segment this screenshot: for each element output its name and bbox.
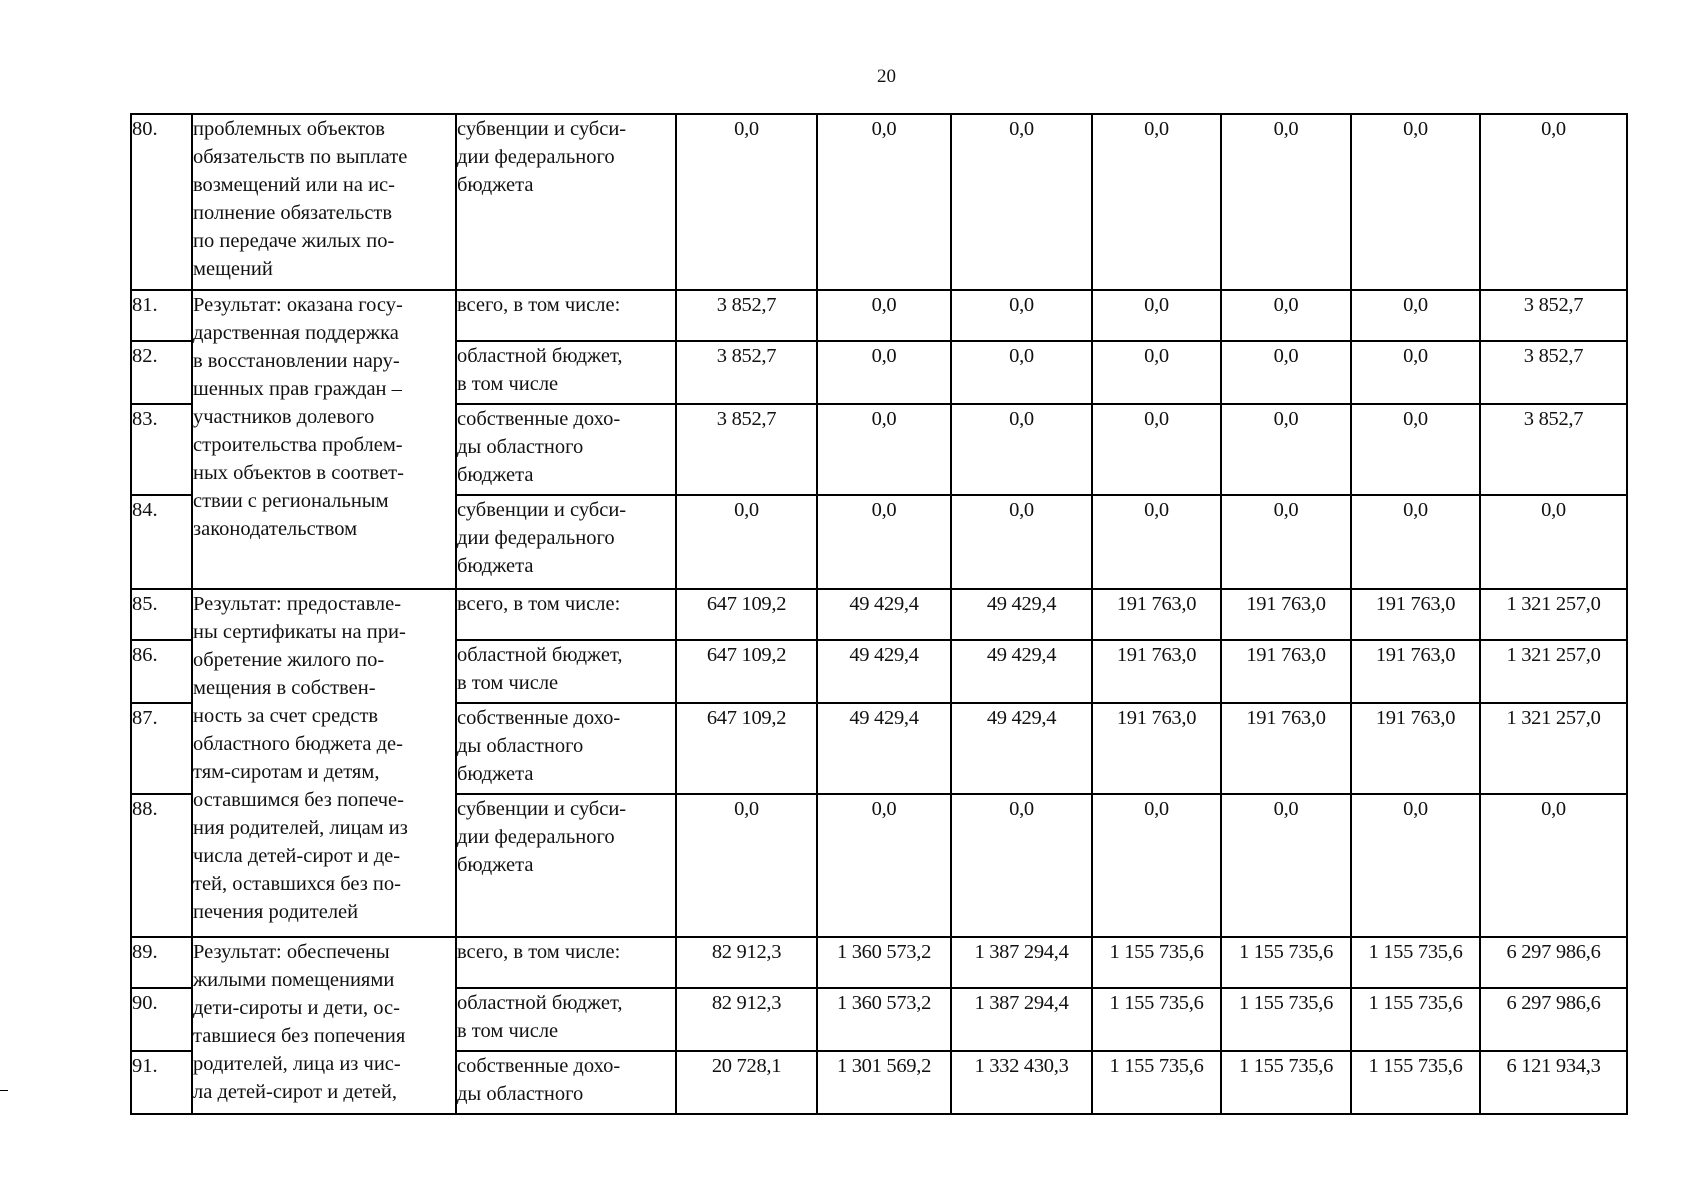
text-line: в том числе <box>457 672 559 694</box>
value-cell: 0,0 <box>1221 495 1351 589</box>
value-cell: 6 297 986,6 <box>1480 937 1627 988</box>
value-cell: 0,0 <box>1351 290 1480 341</box>
text-line: Результат: оказана госу- <box>193 294 403 316</box>
value-cell: 20 728,1 <box>676 1051 817 1114</box>
text-line: собственные дохо- <box>457 408 621 430</box>
value-cell: 647 109,2 <box>676 703 817 794</box>
value-cell: 0,0 <box>1351 794 1480 937</box>
text-line: областной бюджет, <box>457 345 623 367</box>
result-cell <box>192 589 456 937</box>
value-cell: 1 155 735,6 <box>1351 937 1480 988</box>
value-cell: 0,0 <box>1480 114 1627 290</box>
source-cell <box>456 114 676 290</box>
value-cell: 0,0 <box>951 495 1092 589</box>
text-line: полнение обязательств <box>193 202 393 224</box>
text-line: бюджета <box>457 174 534 196</box>
value-cell: 0,0 <box>1092 794 1221 937</box>
row-number: 89. <box>131 937 192 988</box>
value-cell: 49 429,4 <box>817 589 951 640</box>
value-cell: 0,0 <box>676 794 817 937</box>
value-cell: 49 429,4 <box>951 640 1092 703</box>
text-line: бюджета <box>457 763 534 785</box>
value-cell: 6 297 986,6 <box>1480 988 1627 1051</box>
text-line: всего, в том числе: <box>457 294 621 316</box>
text-line: областной бюджет, <box>457 992 623 1014</box>
value-cell: 0,0 <box>1221 114 1351 290</box>
value-cell: 1 387 294,4 <box>951 988 1092 1051</box>
text-line: возмещений или на ис- <box>193 174 395 196</box>
value-cell: 0,0 <box>817 290 951 341</box>
table-body <box>131 114 1627 1114</box>
text-line: дии федерального <box>457 146 615 168</box>
text-line: законодательством <box>193 518 358 540</box>
value-cell: 1 321 257,0 <box>1480 589 1627 640</box>
value-cell: 1 155 735,6 <box>1092 937 1221 988</box>
source-cell <box>456 794 676 937</box>
text-line: субвенции и субси- <box>457 118 627 140</box>
row-number: 87. <box>131 703 192 794</box>
text-line: строительства проблем- <box>193 434 403 456</box>
value-cell: 3 852,7 <box>1480 341 1627 404</box>
value-cell: 0,0 <box>1351 404 1480 495</box>
value-cell: 0,0 <box>1351 341 1480 404</box>
text-line: Результат: предоставле- <box>193 593 402 615</box>
source-cell <box>456 589 676 640</box>
budget-table <box>130 113 1628 1115</box>
value-cell: 0,0 <box>1480 794 1627 937</box>
source-cell <box>456 495 676 589</box>
row-number: 86. <box>131 640 192 703</box>
value-cell: 1 321 257,0 <box>1480 640 1627 703</box>
text-line: проблемных объектов <box>193 118 385 140</box>
text-line: дети-сироты и дети, ос- <box>193 997 400 1019</box>
text-line: шенных прав граждан – <box>193 378 402 400</box>
text-line: в том числе <box>457 1020 559 1042</box>
text-line: дарственная поддержка <box>193 322 399 344</box>
text-line: ды областного <box>457 436 584 458</box>
value-cell: 0,0 <box>1092 341 1221 404</box>
value-cell: 191 763,0 <box>1092 640 1221 703</box>
source-cell <box>456 937 676 988</box>
value-cell: 0,0 <box>951 794 1092 937</box>
value-cell: 0,0 <box>817 495 951 589</box>
value-cell: 0,0 <box>1221 794 1351 937</box>
value-cell: 49 429,4 <box>951 589 1092 640</box>
text-line: дии федерального <box>457 527 615 549</box>
value-cell: 647 109,2 <box>676 589 817 640</box>
value-cell: 49 429,4 <box>817 640 951 703</box>
text-line: областной бюджет, <box>457 644 623 666</box>
value-cell: 0,0 <box>676 495 817 589</box>
value-cell: 191 763,0 <box>1221 589 1351 640</box>
value-cell: 0,0 <box>951 290 1092 341</box>
value-cell: 0,0 <box>817 794 951 937</box>
row-number: 81. <box>131 290 192 341</box>
source-cell <box>456 1051 676 1114</box>
text-line: в восстановлении нару- <box>193 350 400 372</box>
value-cell: 191 763,0 <box>1092 703 1221 794</box>
value-cell: 3 852,7 <box>1480 404 1627 495</box>
value-cell: 1 155 735,6 <box>1221 937 1351 988</box>
value-cell: 0,0 <box>817 341 951 404</box>
value-cell: 0,0 <box>817 404 951 495</box>
text-line: участников долевого <box>193 406 375 428</box>
value-cell: 0,0 <box>1092 495 1221 589</box>
text-line: ствии с региональным <box>193 490 389 512</box>
value-cell: 3 852,7 <box>676 341 817 404</box>
text-line: тавшиеся без попечения <box>193 1025 406 1047</box>
row-number: 83. <box>131 404 192 495</box>
source-cell <box>456 640 676 703</box>
value-cell: 3 852,7 <box>676 404 817 495</box>
value-cell: 49 429,4 <box>817 703 951 794</box>
text-line: ды областного <box>457 1083 584 1105</box>
value-cell: 191 763,0 <box>1351 589 1480 640</box>
text-line: дии федерального <box>457 826 615 848</box>
page-number: 20 <box>877 66 896 87</box>
value-cell: 191 763,0 <box>1221 703 1351 794</box>
value-cell: 1 155 735,6 <box>1092 1051 1221 1114</box>
text-line: жилыми помещениями <box>193 969 395 991</box>
value-cell: 1 301 569,2 <box>817 1051 951 1114</box>
text-line: в том числе <box>457 373 559 395</box>
value-cell: 0,0 <box>951 404 1092 495</box>
value-cell: 1 321 257,0 <box>1480 703 1627 794</box>
text-line: ность за счет средств <box>193 705 379 727</box>
result-cell <box>192 114 456 290</box>
text-line: собственные дохо- <box>457 1055 621 1077</box>
result-cell <box>192 290 456 589</box>
source-cell <box>456 341 676 404</box>
row-number: 91. <box>131 1051 192 1114</box>
text-line: субвенции и субси- <box>457 798 627 820</box>
value-cell: 82 912,3 <box>676 937 817 988</box>
value-cell: 1 155 735,6 <box>1092 988 1221 1051</box>
row-number: 82. <box>131 341 192 404</box>
source-cell <box>456 988 676 1051</box>
source-cell <box>456 703 676 794</box>
text-line: родителей, лица из чис- <box>193 1053 401 1075</box>
value-cell: 0,0 <box>1221 290 1351 341</box>
value-cell: 0,0 <box>1092 114 1221 290</box>
text-line: бюджета <box>457 555 534 577</box>
text-line: мещений <box>193 258 273 280</box>
text-line: тей, оставшихся без по- <box>193 873 401 895</box>
text-line: ды областного <box>457 735 584 757</box>
row-number: 85. <box>131 589 192 640</box>
text-line: по передаче жилых по- <box>193 230 395 252</box>
text-line: ла детей-сирот и детей, <box>193 1081 397 1103</box>
text-line: областного бюджета де- <box>193 733 403 755</box>
row-number: 80. <box>131 114 192 290</box>
value-cell: 0,0 <box>951 341 1092 404</box>
text-line: числа детей-сирот и де- <box>193 845 401 867</box>
value-cell: 0,0 <box>1480 495 1627 589</box>
text-line: ны сертификаты на при- <box>193 621 406 643</box>
text-line: бюджета <box>457 854 534 876</box>
text-line: обретение жилого по- <box>193 649 385 671</box>
value-cell: 49 429,4 <box>951 703 1092 794</box>
value-cell: 1 155 735,6 <box>1351 988 1480 1051</box>
text-line: оставшимся без попече- <box>193 789 404 811</box>
text-line: печения родителей <box>193 901 359 923</box>
value-cell: 191 763,0 <box>1351 640 1480 703</box>
text-line: Результат: обеспечены <box>193 941 390 963</box>
value-cell: 1 387 294,4 <box>951 937 1092 988</box>
value-cell: 1 360 573,2 <box>817 937 951 988</box>
value-cell: 0,0 <box>1351 114 1480 290</box>
source-cell <box>456 290 676 341</box>
value-cell: 0,0 <box>1221 404 1351 495</box>
row-number: 88. <box>131 794 192 937</box>
value-cell: 3 852,7 <box>1480 290 1627 341</box>
value-cell: 1 332 430,3 <box>951 1051 1092 1114</box>
text-line: бюджета <box>457 464 534 486</box>
value-cell: 1 155 735,6 <box>1221 1051 1351 1114</box>
value-cell: 191 763,0 <box>1351 703 1480 794</box>
text-line: обязательств по выплате <box>193 146 408 168</box>
value-cell: 3 852,7 <box>676 290 817 341</box>
value-cell: 0,0 <box>817 114 951 290</box>
value-cell: 0,0 <box>1092 290 1221 341</box>
text-line: собственные дохо- <box>457 707 621 729</box>
table-row <box>131 290 1627 341</box>
row-number: 84. <box>131 495 192 589</box>
value-cell: 1 360 573,2 <box>817 988 951 1051</box>
source-cell <box>456 404 676 495</box>
value-cell: 191 763,0 <box>1092 589 1221 640</box>
value-cell: 0,0 <box>1092 404 1221 495</box>
text-line: ных объектов в соответ- <box>193 462 404 484</box>
value-cell: 6 121 934,3 <box>1480 1051 1627 1114</box>
result-cell <box>192 937 456 1114</box>
value-cell: 1 155 735,6 <box>1221 988 1351 1051</box>
row-number: 90. <box>131 988 192 1051</box>
text-line: ния родителей, лицам из <box>193 817 408 839</box>
text-line: субвенции и субси- <box>457 499 627 521</box>
value-cell: 647 109,2 <box>676 640 817 703</box>
value-cell: 0,0 <box>1221 341 1351 404</box>
value-cell: 0,0 <box>676 114 817 290</box>
text-line: всего, в том числе: <box>457 593 621 615</box>
text-line: всего, в том числе: <box>457 941 621 963</box>
value-cell: 82 912,3 <box>676 988 817 1051</box>
value-cell: 0,0 <box>1351 495 1480 589</box>
value-cell: 0,0 <box>951 114 1092 290</box>
table-row <box>131 937 1627 988</box>
table-row <box>131 589 1627 640</box>
text-line: тям-сиротам и детям, <box>193 761 380 783</box>
value-cell: 191 763,0 <box>1221 640 1351 703</box>
scan-mark <box>0 1090 8 1091</box>
text-line: мещения в собствен- <box>193 677 376 699</box>
value-cell: 1 155 735,6 <box>1351 1051 1480 1114</box>
table-row <box>131 114 1627 290</box>
